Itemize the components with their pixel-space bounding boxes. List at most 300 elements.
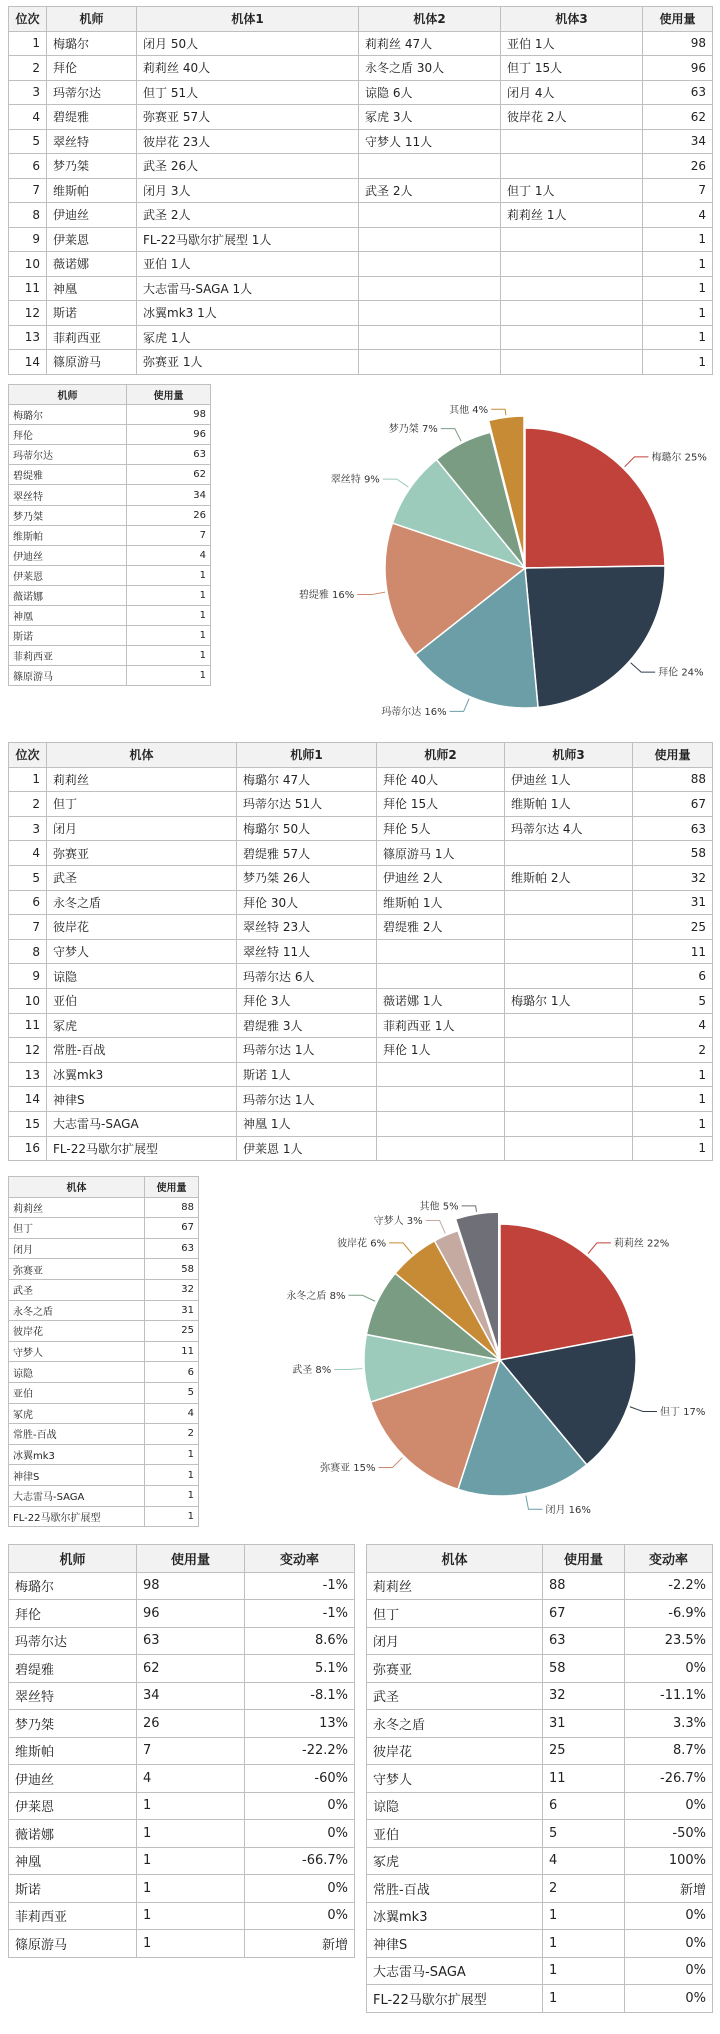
table-cell: FL-22马歇尔扩展型 1人	[137, 227, 359, 252]
table-cell: 2	[9, 56, 47, 81]
table-row	[367, 1737, 713, 1765]
table-cell: 0%	[245, 1875, 355, 1903]
table-cell	[505, 939, 633, 964]
table-row	[367, 1792, 713, 1820]
column-header: 使用量	[137, 1545, 245, 1573]
table-cell: 新增	[245, 1930, 355, 1958]
pilot-usage-pie-chart	[270, 405, 710, 730]
table-cell: 梅璐尔 50人	[237, 816, 377, 841]
table-row	[9, 1341, 199, 1362]
pie-slice-label: 闭月 16%	[545, 1504, 591, 1516]
table-cell: 7	[9, 915, 47, 940]
table-cell: 新增	[625, 1875, 713, 1903]
table-cell: -8.1%	[245, 1682, 355, 1710]
table-cell: 伊莱恩	[9, 565, 127, 585]
table-cell: 冢虎 3人	[359, 105, 501, 130]
table-cell	[501, 325, 643, 350]
table-cell: 武圣 26人	[137, 154, 359, 179]
table-cell: 9	[9, 964, 47, 989]
column-header: 使用量	[145, 1177, 199, 1198]
table-cell: 13	[9, 325, 47, 350]
table-cell: 7	[643, 178, 713, 203]
table-row	[9, 1572, 355, 1600]
table-cell: 维斯帕	[9, 1737, 137, 1765]
table-cell: 32	[543, 1682, 625, 1710]
table-cell: 11	[9, 276, 47, 301]
table-row	[367, 1820, 713, 1848]
table-cell: 菲莉西亚	[9, 1902, 137, 1930]
table-row	[9, 565, 211, 585]
table-cell: -22.2%	[245, 1737, 355, 1765]
table-cell: 1	[145, 1485, 199, 1506]
table-cell: -2.2%	[625, 1572, 713, 1600]
table-cell: 67	[145, 1218, 199, 1239]
table-cell	[377, 1111, 505, 1136]
table-cell: 25	[543, 1737, 625, 1765]
table-cell: 梅璐尔 47人	[237, 767, 377, 792]
table-cell: 6	[543, 1792, 625, 1820]
table-cell	[505, 1013, 633, 1038]
table-cell: 但丁 1人	[501, 178, 643, 203]
table-row	[9, 1111, 713, 1136]
table-cell: 菲莉西亚	[47, 325, 137, 350]
table-cell: 薇诺娜 1人	[377, 988, 505, 1013]
table-cell: 神律S	[9, 1465, 145, 1486]
table-cell: 永冬之盾	[367, 1710, 543, 1738]
table-row	[367, 1875, 713, 1903]
table-cell: 1	[127, 585, 211, 605]
table-cell: 32	[633, 865, 713, 890]
table-row	[9, 525, 211, 545]
table-cell	[377, 1136, 505, 1161]
table-cell: 谅隐	[47, 964, 237, 989]
table-cell: 0%	[625, 1985, 713, 2013]
table-cell: 闭月	[367, 1627, 543, 1655]
table-cell	[359, 154, 501, 179]
table-cell: 1	[9, 767, 47, 792]
table-row	[9, 301, 713, 326]
table-row	[9, 841, 713, 866]
column-header: 使用量	[643, 7, 713, 32]
table-row	[9, 1902, 355, 1930]
table-cell: 4	[633, 1013, 713, 1038]
table-cell: 5	[9, 865, 47, 890]
table-row	[9, 203, 713, 228]
table-cell: 25	[633, 915, 713, 940]
table-row	[9, 1424, 199, 1445]
table-row	[367, 1572, 713, 1600]
table-row	[367, 1627, 713, 1655]
table-cell: 伊迪丝	[47, 203, 137, 228]
table-cell: 常胜-百战	[9, 1424, 145, 1445]
table-cell: 1	[137, 1930, 245, 1958]
table-cell: 武圣	[47, 865, 237, 890]
table-cell: 4	[543, 1847, 625, 1875]
table-row	[9, 1197, 199, 1218]
pie-leader-line	[348, 1295, 375, 1301]
pie-slice-label: 永冬之盾 8%	[286, 1290, 346, 1302]
table-cell: 梅璐尔	[9, 1572, 137, 1600]
table-cell: 闭月	[9, 1238, 145, 1259]
table-cell: 15	[9, 1111, 47, 1136]
table-cell: 维斯帕	[9, 525, 127, 545]
table-cell	[501, 154, 643, 179]
table-cell: 莉莉丝 40人	[137, 56, 359, 81]
table-cell: 冢虎	[367, 1847, 543, 1875]
pie-leader-line	[426, 1221, 446, 1234]
table-cell: 10	[9, 988, 47, 1013]
table-cell: 31	[145, 1300, 199, 1321]
table-cell: 篠原游马	[9, 1930, 137, 1958]
table-row	[367, 1600, 713, 1628]
table-cell: 碧缇雅	[47, 105, 137, 130]
table-cell: 常胜-百战	[47, 1038, 237, 1063]
table-row	[9, 425, 211, 445]
table-cell: 5	[543, 1820, 625, 1848]
table-row	[9, 80, 713, 105]
table-cell: 11	[633, 939, 713, 964]
table-cell: 1	[145, 1444, 199, 1465]
table-cell	[359, 276, 501, 301]
table-cell: 0%	[245, 1792, 355, 1820]
table-cell: 薇诺娜	[9, 585, 127, 605]
table-cell: 玛蒂尔达 4人	[505, 816, 633, 841]
table-cell: 11	[9, 1013, 47, 1038]
table-row	[9, 1737, 355, 1765]
table-cell: 莉莉丝	[9, 1197, 145, 1218]
table-row	[9, 939, 713, 964]
table-row	[9, 988, 713, 1013]
table-cell: 但丁 51人	[137, 80, 359, 105]
table-cell: 1	[137, 1820, 245, 1848]
pie-leader-line	[625, 457, 649, 467]
table-cell: 67	[633, 792, 713, 817]
table-row	[9, 1218, 199, 1239]
table-cell: 玛蒂尔达	[9, 445, 127, 465]
table-row	[9, 56, 713, 81]
table-cell: 弥赛亚 1人	[137, 350, 359, 375]
table-cell: -26.7%	[625, 1765, 713, 1793]
table-cell: 6	[145, 1362, 199, 1383]
table-row	[9, 865, 713, 890]
table-cell: 1	[643, 325, 713, 350]
table-cell: 1	[543, 1985, 625, 2013]
table-row	[9, 276, 713, 301]
table-row	[9, 1038, 713, 1063]
pie-slice-label: 梅璐尔 25%	[651, 452, 707, 464]
table-cell: 0%	[245, 1820, 355, 1848]
table-cell: 1	[145, 1506, 199, 1527]
table-cell	[501, 301, 643, 326]
table-cell: 1	[643, 252, 713, 277]
column-header: 机师1	[237, 743, 377, 768]
table-cell: 彼岸花	[9, 1321, 145, 1342]
table-row	[9, 1062, 713, 1087]
table-cell: 武圣	[367, 1682, 543, 1710]
table-row	[9, 1847, 355, 1875]
table-cell: 4	[137, 1765, 245, 1793]
table-cell: 闭月 4人	[501, 80, 643, 105]
table-cell: 3	[9, 816, 47, 841]
table-row	[9, 585, 211, 605]
table-cell: 谅隐	[367, 1792, 543, 1820]
pie-slice-label: 守梦人 3%	[373, 1216, 423, 1228]
table-cell: 100%	[625, 1847, 713, 1875]
table-cell: 34	[643, 129, 713, 154]
table-cell: 2	[9, 792, 47, 817]
table-cell: 32	[145, 1279, 199, 1300]
table-cell: 1	[9, 31, 47, 56]
table-row	[9, 767, 713, 792]
table-cell: 守梦人	[367, 1765, 543, 1793]
column-header: 机体1	[137, 7, 359, 32]
column-header: 机体	[9, 1177, 145, 1198]
table-cell: 永冬之盾	[9, 1300, 145, 1321]
table-cell: 莉莉丝 47人	[359, 31, 501, 56]
table-cell: 7	[137, 1737, 245, 1765]
table-cell: 翠丝特 11人	[237, 939, 377, 964]
pie-leader-line	[441, 429, 461, 442]
table-cell: 伊迪丝	[9, 545, 127, 565]
table-cell: 神律S	[367, 1930, 543, 1958]
table-cell: 1	[633, 1062, 713, 1087]
table-cell: 但丁	[367, 1600, 543, 1628]
table-row	[367, 1655, 713, 1683]
table-cell: 闭月 3人	[137, 178, 359, 203]
pilot-change-table	[8, 1544, 355, 1958]
table-cell: 6	[9, 890, 47, 915]
table-row	[9, 1465, 199, 1486]
table-cell: 0%	[625, 1930, 713, 1958]
table-cell: 玛蒂尔达	[9, 1627, 137, 1655]
pie-leader-line	[383, 479, 409, 487]
table-row	[9, 1792, 355, 1820]
table-cell: 1	[127, 646, 211, 666]
table-cell: 大志雷马-SAGA	[9, 1485, 145, 1506]
table-cell	[505, 915, 633, 940]
table-cell: 0%	[245, 1902, 355, 1930]
table-cell: 翠丝特	[9, 485, 127, 505]
table-cell: 但丁	[9, 1218, 145, 1239]
table-cell: 34	[137, 1682, 245, 1710]
table-cell: 伊莱恩	[47, 227, 137, 252]
table-cell: 斯诺	[9, 626, 127, 646]
table-cell: 拜伦 15人	[377, 792, 505, 817]
table-cell: 弥赛亚	[367, 1655, 543, 1683]
pie-leader-line	[588, 1243, 611, 1254]
table-cell: 翠丝特 23人	[237, 915, 377, 940]
table-cell: 98	[137, 1572, 245, 1600]
table-row	[9, 915, 713, 940]
table-row	[9, 1655, 355, 1683]
table-cell: 碧缇雅	[9, 465, 127, 485]
table-cell: 12	[9, 301, 47, 326]
column-header: 机体	[47, 743, 237, 768]
table-cell: 1	[145, 1465, 199, 1486]
pie-leader-line	[334, 1369, 362, 1370]
table-row	[9, 445, 211, 465]
table-row	[9, 816, 713, 841]
table-cell: 63	[137, 1627, 245, 1655]
table-cell: 篠原游马	[9, 666, 127, 686]
table-cell: 4	[145, 1403, 199, 1424]
table-row	[367, 1847, 713, 1875]
table-cell	[359, 301, 501, 326]
table-cell: 1	[137, 1792, 245, 1820]
pie-leader-line	[450, 699, 470, 712]
table-cell: 4	[9, 105, 47, 130]
pie-slice	[525, 566, 665, 708]
table-row	[367, 1765, 713, 1793]
table-cell: 神凰	[47, 276, 137, 301]
table-cell	[377, 1062, 505, 1087]
table-cell: 5	[145, 1382, 199, 1403]
table-cell: 拜伦	[9, 425, 127, 445]
table-cell: 1	[643, 276, 713, 301]
table-cell: 1	[643, 227, 713, 252]
table-cell: 弥赛亚	[47, 841, 237, 866]
table-cell: -66.7%	[245, 1847, 355, 1875]
table-cell: 58	[543, 1655, 625, 1683]
table-cell: 神凰	[9, 606, 127, 626]
table-cell: 亚伯 1人	[501, 31, 643, 56]
table-cell: 8	[9, 203, 47, 228]
table-cell: 62	[127, 465, 211, 485]
table-cell: 63	[127, 445, 211, 465]
pie-slice-label: 玛蒂尔达 16%	[381, 706, 447, 718]
table-cell: 98	[643, 31, 713, 56]
table-row	[9, 1444, 199, 1465]
pie-leader-line	[389, 1243, 412, 1254]
table-cell: 薇诺娜	[47, 252, 137, 277]
table-cell: 武圣 2人	[359, 178, 501, 203]
table-cell: 26	[127, 505, 211, 525]
table-row	[9, 485, 211, 505]
table-cell: 16	[9, 1136, 47, 1161]
table-cell: 武圣 2人	[137, 203, 359, 228]
table-cell: 10	[9, 252, 47, 277]
table-cell	[377, 1087, 505, 1112]
table-cell: 58	[633, 841, 713, 866]
table-cell: 0%	[625, 1792, 713, 1820]
table-cell: 63	[145, 1238, 199, 1259]
table-cell: 玛蒂尔达 1人	[237, 1038, 377, 1063]
table-cell: 7	[9, 178, 47, 203]
table-cell: 1	[633, 1111, 713, 1136]
table-cell: 9	[9, 227, 47, 252]
table-cell	[505, 1087, 633, 1112]
table-cell: 拜伦	[47, 56, 137, 81]
table-cell: 63	[643, 80, 713, 105]
table-cell: 伊迪丝	[9, 1765, 137, 1793]
table-cell: 62	[643, 105, 713, 130]
table-row	[9, 1930, 355, 1958]
table-cell: 伊莱恩 1人	[237, 1136, 377, 1161]
table-cell: 冰翼mk3	[47, 1062, 237, 1087]
table-cell: 碧缇雅 3人	[237, 1013, 377, 1038]
table-cell: 维斯帕 2人	[505, 865, 633, 890]
table-cell	[501, 350, 643, 375]
table-cell: 8.7%	[625, 1737, 713, 1765]
pie-leader-line	[462, 1206, 477, 1212]
table-cell: 翠丝特	[9, 1682, 137, 1710]
pie-slice-label: 梦乃桀 7%	[388, 424, 438, 436]
table-row	[9, 1382, 199, 1403]
table-cell: 1	[543, 1902, 625, 1930]
table-cell: 26	[137, 1710, 245, 1738]
table-cell: 11	[145, 1341, 199, 1362]
table-cell: 谅隐 6人	[359, 80, 501, 105]
table-row	[9, 1682, 355, 1710]
table-row	[9, 1820, 355, 1848]
pie-slice-label: 但丁 17%	[660, 1406, 706, 1418]
table-cell: 斯诺	[47, 301, 137, 326]
column-header: 机师	[9, 385, 127, 405]
table-cell: 篠原游马 1人	[377, 841, 505, 866]
table-cell: 碧缇雅	[9, 1655, 137, 1683]
mech-usage-pie-chart	[260, 1195, 710, 1525]
table-cell: 大志雷马-SAGA	[367, 1957, 543, 1985]
table-cell: 维斯帕 1人	[505, 792, 633, 817]
table-row	[9, 1362, 199, 1383]
table-cell: 薇诺娜	[9, 1820, 137, 1848]
table-cell: 永冬之盾 30人	[359, 56, 501, 81]
table-header-row	[9, 385, 211, 405]
table-cell: FL-22马歇尔扩展型	[47, 1136, 237, 1161]
table-row	[367, 1710, 713, 1738]
table-cell: 亚伯	[47, 988, 237, 1013]
table-cell: 3	[9, 80, 47, 105]
table-cell: 但丁 15人	[501, 56, 643, 81]
table-cell: FL-22马歇尔扩展型	[367, 1985, 543, 2013]
table-cell: 碧缇雅 57人	[237, 841, 377, 866]
table-cell	[501, 129, 643, 154]
table-cell: 冰翼mk3	[367, 1902, 543, 1930]
pilot-table	[8, 6, 713, 375]
table-cell: 但丁	[47, 792, 237, 817]
pie-leader-line	[357, 592, 385, 594]
table-cell: 亚伯	[367, 1820, 543, 1848]
table-cell: 弥赛亚	[9, 1259, 145, 1280]
table-cell: 冢虎	[9, 1403, 145, 1424]
table-cell: 神凰 1人	[237, 1111, 377, 1136]
table-cell: 梦乃桀	[9, 1710, 137, 1738]
table-cell: 守梦人	[9, 1341, 145, 1362]
table-row	[9, 129, 713, 154]
table-cell: 4	[9, 841, 47, 866]
table-cell: 63	[633, 816, 713, 841]
table-cell	[505, 890, 633, 915]
table-row	[9, 178, 713, 203]
table-cell	[501, 252, 643, 277]
table-cell: 碧缇雅 2人	[377, 915, 505, 940]
table-cell: 弥赛亚 57人	[137, 105, 359, 130]
table-cell: 梅璐尔	[9, 405, 127, 425]
table-cell: 2	[543, 1875, 625, 1903]
column-header: 变动率	[245, 1545, 355, 1573]
table-cell: 5	[9, 129, 47, 154]
table-cell: 1	[127, 565, 211, 585]
table-cell: 维斯帕	[47, 178, 137, 203]
table-cell: 亚伯	[9, 1382, 145, 1403]
column-header: 机师	[9, 1545, 137, 1573]
table-row	[9, 646, 211, 666]
table-header-row	[9, 743, 713, 768]
table-cell: 6	[633, 964, 713, 989]
table-cell: 0%	[625, 1902, 713, 1930]
table-cell: 维斯帕 1人	[377, 890, 505, 915]
table-cell	[377, 964, 505, 989]
